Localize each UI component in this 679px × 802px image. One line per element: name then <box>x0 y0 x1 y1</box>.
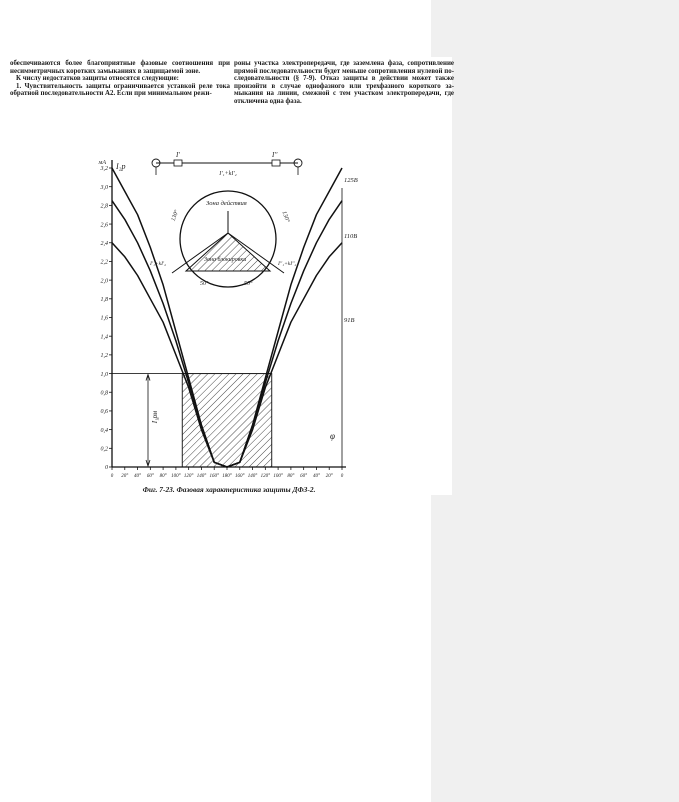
side-panel <box>431 0 679 802</box>
inset-label-left-current: I' <box>176 151 180 159</box>
inset-breaker-left <box>174 160 182 166</box>
y-tick-label: 0,2 <box>100 446 108 453</box>
y-tick-label: 0 <box>105 465 108 472</box>
inset-label-bus: I'₁+kI'₂ <box>219 171 237 177</box>
y-tick-label: 3,0 <box>100 184 108 191</box>
x-tick-label: 180° <box>222 474 232 479</box>
x-tick-label: 20° <box>325 474 333 479</box>
x-tick-label: 0 <box>340 474 344 479</box>
x-tick-label: 40° <box>312 474 320 479</box>
text-column-left <box>10 60 230 98</box>
blocking-zone <box>182 374 271 467</box>
y-tick-label: 1,8 <box>100 297 108 304</box>
x-tick-label: 60° <box>146 474 154 479</box>
x-tick-label: 140° <box>247 474 258 479</box>
y-tick-label: 2,0 <box>100 278 108 285</box>
inset-block-wedge <box>186 233 270 271</box>
inset-angle-top-right: 130° <box>280 210 291 224</box>
figure-caption: Фиг. 7-23. Фазовая характеристика защиты ДФЗ-2. <box>142 485 316 494</box>
limit-label: I₁рм <box>151 410 159 424</box>
x-tick-label: 120° <box>260 474 271 479</box>
inset-breaker-right <box>272 160 280 166</box>
x-tick-label: 140° <box>196 474 207 479</box>
curve-label: 125В <box>344 177 358 185</box>
y-axis-label: I₂р <box>116 162 126 171</box>
x-tick-label: 20° <box>121 474 129 479</box>
y-tick-label: 0,6 <box>100 409 108 416</box>
x-tick-label: 80° <box>287 474 295 479</box>
x-tick-label: 160° <box>235 474 245 479</box>
inset-angle-top-left: 130° <box>170 209 181 223</box>
x-tick-label: 100° <box>273 474 283 479</box>
y-tick-label: 2,4 <box>100 240 108 247</box>
y-tick-label: 0,8 <box>100 390 108 397</box>
x-tick-label: 0 <box>110 474 114 479</box>
inset-label-right-current: I'' <box>272 151 278 159</box>
text-column-right <box>234 60 454 106</box>
paragraph: роны участка электропередачи, где заземлена фаза, сопротивление прямой последовательности будет меньше сопротивления нулевой последовательности (§ 7-9). Отказ защиты в действии может также произойти в случае однофазного или трехфазного короткого замыкания на линии, смежной с тем участком электропередачи, где отключена одна фаза. <box>234 60 454 105</box>
y-tick-label: 0,4 <box>100 427 108 434</box>
x-tick-label: 100° <box>171 474 181 479</box>
inset-angle-right: 50° <box>244 281 253 287</box>
x-axis-label: φ <box>330 431 335 441</box>
inset-vec-right-label: I''₁+kI''₂ <box>278 261 297 267</box>
y-tick-label: 1,4 <box>100 334 108 341</box>
x-tick-label: 80° <box>159 474 167 479</box>
phase-characteristic-figure <box>6 151 452 495</box>
inset-vec-left-label: I'₁+kI'₂ <box>150 261 166 267</box>
y-tick-label: 1,6 <box>100 315 108 322</box>
inset-zone-action: Зона действия <box>206 200 247 207</box>
y-tick-label: 3,2 <box>100 166 108 173</box>
y-tick-label: 1,0 <box>100 371 108 378</box>
y-unit-label: мА <box>98 160 106 166</box>
x-tick-label: 160° <box>209 474 219 479</box>
x-tick-label: 60° <box>300 474 308 479</box>
y-tick-label: 1,2 <box>100 353 108 360</box>
x-tick-label: 120° <box>183 474 194 479</box>
inset-angle-left: 50° <box>200 281 209 287</box>
paragraph: 1. Чувствительность защиты ограничивается уставкой реле тока обратной последовательности А2. Если при минимальном режи- <box>10 82 230 98</box>
y-tick-label: 2,2 <box>100 259 108 266</box>
curve-label: 91В <box>344 317 355 325</box>
inset-zone-block: Зона блокировки <box>204 257 247 263</box>
paragraph: обеспечиваются более благоприятные фазовые соотношения при несимметричных коротких замыканиях в защищаемой зоне. <box>10 60 230 75</box>
x-tick-label: 40° <box>134 474 142 479</box>
y-tick-label: 2,8 <box>100 203 108 210</box>
scanned-page <box>6 57 452 495</box>
y-tick-label: 2,6 <box>100 222 108 229</box>
paragraph: К числу недостатков защиты относятся следующие: <box>16 75 179 83</box>
curve-label: 110В <box>344 233 358 241</box>
